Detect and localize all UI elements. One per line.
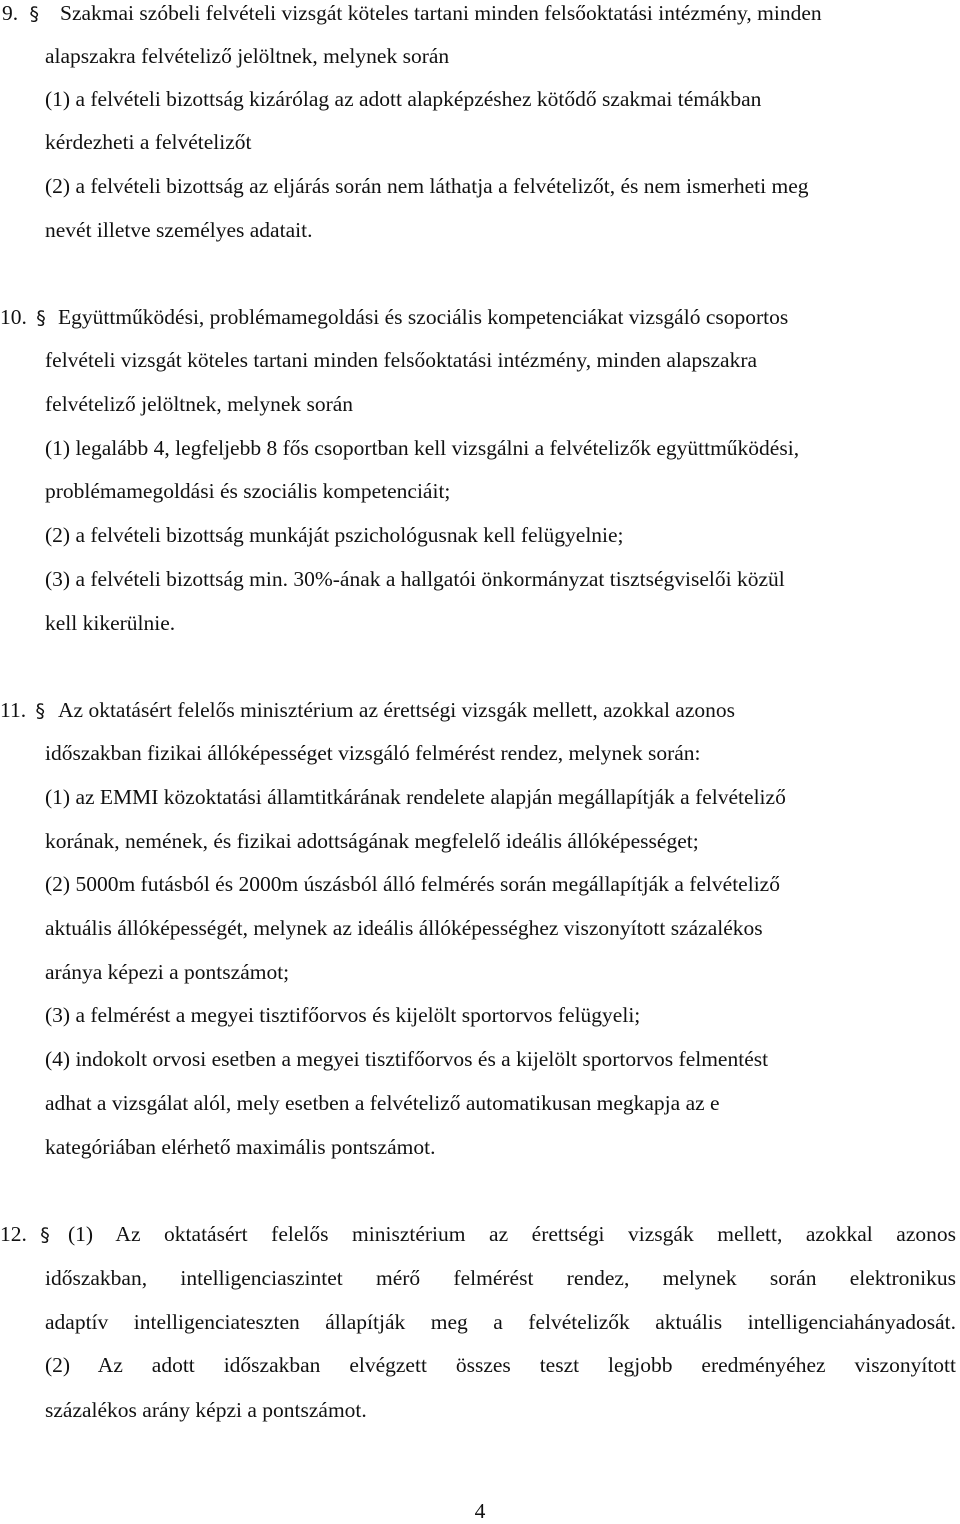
section-number: 12. (0, 1222, 27, 1246)
paragraph-line: kategóriában elérhető maximális pontszámot. (45, 1135, 436, 1159)
paragraph-line: aránya képezi a pontszámot; (45, 960, 290, 984)
paragraph-line: aktuális állóképességét, melynek az ideális állóképességhez viszonyított százalékos (45, 916, 763, 940)
section-number: 9. (2, 1, 19, 25)
section-number: 10. (0, 305, 27, 329)
paragraph-line: alapszakra felvételiző jelöltnek, melynek során (45, 44, 450, 68)
paragraph-line: adhat a vizsgálat alól, mely esetben a felvételiző automatikusan megkapja az e (45, 1091, 720, 1115)
paragraph-line: kell kikerülnie. (45, 611, 176, 635)
paragraph-line: (1) legalább 4, legfeljebb 8 fős csoportban kell vizsgálni a felvételizők együttműködési, (45, 436, 800, 460)
paragraph-line: Az oktatásért felelős minisztérium az érettségi vizsgák mellett, azokkal azonos (58, 698, 735, 722)
paragraph-line: (2) 5000m futásból és 2000m úszásból álló felmérés során megállapítják a felvételiző (45, 872, 780, 896)
section-9-heading (2, 0, 45, 26)
paragraph-line: (3) a felmérést a megyei tisztifőorvos és kijelölt sportorvos felügyeli; (45, 1003, 641, 1027)
section-11-heading (2, 697, 51, 723)
paragraph-line: (1) az EMMI közoktatási államtitkárának rendelete alapján megállapítják a felvételiző (45, 785, 786, 809)
paragraph-line: felvételi vizsgát köteles tartani minden felsőoktatási intézmény, minden alapszakra (45, 348, 758, 372)
paragraph-line: (2) a felvételi bizottság az eljárás során nem láthatja a felvételizőt, és nem ismerheti meg (45, 174, 809, 198)
paragraph-line: Szakmai szóbeli felvételi vizsgát köteles tartani minden felsőoktatási intézmény, minden (60, 1, 822, 25)
paragraph-line: (2) a felvételi bizottság munkáját pszichológusnak kell felügyelnie; (45, 523, 624, 547)
paragraph-line: időszakban fizikai állóképességet vizsgáló felmérést rendez, melynek során: (45, 741, 701, 765)
paragraph-line: (2) Az adott időszakban elvégzett összes teszt legjobb eredményéhez viszonyított (45, 1353, 956, 1377)
paragraph-line: adaptív intelligenciateszten állapítják meg a felvételizők aktuális intelligenciahányadosát. (45, 1310, 956, 1334)
paragraph-line: problémamegoldási és szociális kompetenciáit; (45, 479, 451, 503)
paragraph-line: felvételiző jelöltnek, melynek során (45, 392, 354, 416)
paragraph-line: (4) indokolt orvosi esetben a megyei tisztifőorvos és a kijelölt sportorvos felmentést (45, 1047, 769, 1071)
section-12-heading (2, 1221, 56, 1247)
page-number: 4 (474, 1499, 486, 1523)
section-symbol: § (36, 307, 46, 329)
paragraph-line: (3) a felvételi bizottság min. 30%-ának a hallgatói önkormányzat tisztségviselői közül (45, 567, 785, 591)
section-symbol: § (40, 1224, 50, 1246)
paragraph-line: Együttműködési, problémamegoldási és szociális kompetenciákat vizsgáló csoportos (58, 305, 789, 329)
paragraph-line: (1) Az oktatásért felelős minisztérium az érettségi vizsgák mellett, azokkal azonos (68, 1222, 956, 1246)
section-symbol: § (35, 700, 45, 722)
paragraph-line: korának, nemének, és fizikai adottságának megfelelő ideális állóképességet; (45, 829, 699, 853)
paragraph-line: időszakban, intelligenciaszintet mérő felmérést rendez, melynek során elektronikus (45, 1266, 956, 1290)
paragraph-line: (1) a felvételi bizottság kizárólag az adott alapképzéshez kötődő szakmai témákban (45, 87, 762, 111)
paragraph-line: százalékos arány képzi a pontszámot. (45, 1398, 367, 1422)
section-number: 11. (0, 698, 27, 722)
paragraph-line: nevét illetve személyes adatait. (45, 218, 313, 242)
paragraph-line: kérdezheti a felvételizőt (45, 130, 252, 154)
section-symbol: § (29, 3, 39, 25)
section-10-heading (2, 304, 52, 330)
